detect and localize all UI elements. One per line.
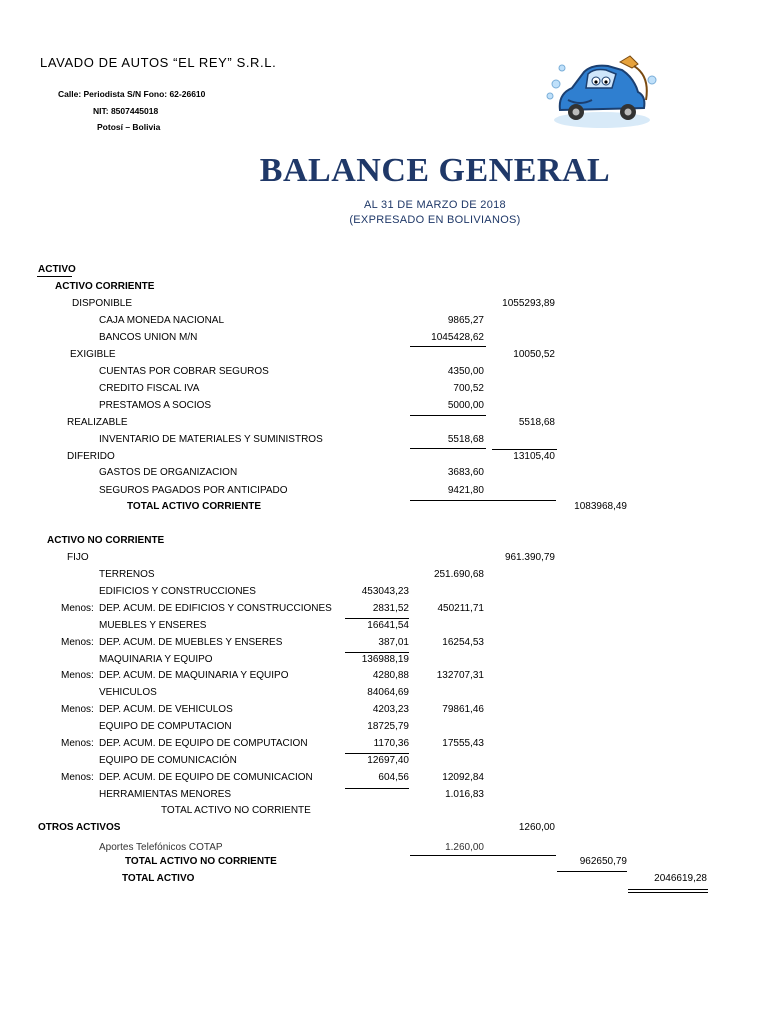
- row-amount: 1045428,62: [431, 332, 484, 343]
- row-label: DEP. ACUM. DE EQUIPO DE COMUNICACION: [99, 772, 313, 783]
- row-amount: 387,01: [378, 637, 409, 648]
- row-amount: 2046619,28: [654, 873, 707, 884]
- row-label: DISPONIBLE: [72, 298, 133, 309]
- row-amount: 5518,68: [518, 417, 555, 428]
- row-amount: 3683,60: [447, 467, 484, 478]
- row-amount: 13105,40: [513, 451, 555, 462]
- row-amount: 5000,00: [447, 400, 484, 411]
- row-prefix: Menos:: [61, 704, 94, 715]
- row-label: OTROS ACTIVOS: [38, 822, 121, 833]
- row-amount: 12092,84: [442, 772, 484, 783]
- row-label: SEGUROS PAGADOS POR ANTICIPADO: [99, 485, 288, 496]
- rule-line: [557, 871, 627, 872]
- row-label: TOTAL ACTIVO NO CORRIENTE: [125, 856, 277, 867]
- row-amount: 961.390,79: [504, 552, 555, 563]
- row-amount: 1170,36: [373, 738, 409, 749]
- row-label: INVENTARIO DE MATERIALES Y SUMINISTROS: [99, 434, 323, 445]
- row-label: CREDITO FISCAL IVA: [99, 383, 200, 394]
- row-amount: 1083968,49: [574, 501, 627, 512]
- row-label: DEP. ACUM. DE MAQUINARIA Y EQUIPO: [99, 670, 289, 681]
- row-amount: 12697,40: [367, 755, 409, 766]
- row-amount: 1055293,89: [502, 298, 555, 309]
- balance-currency: (EXPRESADO EN BOLIVIANOS): [349, 214, 521, 226]
- row-label: TOTAL ACTIVO NO CORRIENTE: [161, 805, 311, 816]
- row-amount: 132707,31: [436, 670, 484, 681]
- cartoon-car-wash-icon: [542, 54, 664, 130]
- row-amount: 4203,23: [372, 704, 409, 715]
- row-label: MUEBLES Y ENSERES: [99, 620, 207, 631]
- rule-line: [410, 415, 486, 416]
- row-amount: 4280,88: [372, 670, 409, 681]
- row-prefix: Menos:: [61, 772, 94, 783]
- row-label: TOTAL ACTIVO: [122, 873, 195, 884]
- row-amount: 136988,19: [361, 654, 409, 665]
- row-label: ACTIVO NO CORRIENTE: [47, 535, 165, 546]
- row-amount: 700,52: [453, 383, 484, 394]
- row-amount: 5518,68: [447, 434, 484, 445]
- row-amount: 450211,71: [437, 603, 484, 614]
- row-amount: 4350,00: [447, 366, 484, 377]
- row-label: HERRAMIENTAS MENORES: [99, 789, 232, 800]
- row-label: DEP. ACUM. DE EQUIPO DE COMPUTACION: [99, 738, 308, 749]
- row-amount: 453043,23: [361, 586, 409, 597]
- rule-line: [345, 652, 409, 653]
- row-label: DEP. ACUM. DE EDIFICIOS Y CONSTRUCCIONES: [99, 603, 332, 614]
- page-title: BALANCE GENERAL: [259, 152, 611, 189]
- row-amount: 251.690,68: [433, 569, 484, 580]
- row-amount: 10050,52: [513, 349, 555, 360]
- row-label: TOTAL ACTIVO CORRIENTE: [127, 501, 262, 512]
- row-amount: 16641,54: [367, 620, 409, 631]
- company-name: LAVADO DE AUTOS “EL REY” S.R.L.: [40, 55, 277, 70]
- row-amount: 9421,80: [447, 485, 484, 496]
- rule-line: [345, 753, 409, 754]
- row-amount: 962650,79: [579, 856, 627, 867]
- row-amount: 18725,79: [367, 721, 409, 732]
- row-label: DEP. ACUM. DE MUEBLES Y ENSERES: [99, 637, 283, 648]
- row-label: BANCOS UNION M/N: [99, 332, 198, 343]
- row-label: PRESTAMOS A SOCIOS: [99, 400, 212, 411]
- row-amount: 84064,69: [367, 687, 409, 698]
- rule-line: [410, 346, 486, 347]
- rule-line: [345, 788, 409, 789]
- row-prefix: Menos:: [61, 670, 94, 681]
- row-label: ACTIVO: [38, 264, 76, 275]
- row-label: Aportes Telefónicos COTAP: [99, 842, 223, 853]
- rule-line: [492, 449, 557, 450]
- activo-underline: [37, 276, 72, 277]
- company-nit: NIT: 8507445018: [93, 106, 159, 116]
- company-city: Potosí – Bolivia: [97, 122, 161, 132]
- row-amount: 1260,00: [518, 822, 555, 833]
- row-prefix: Menos:: [61, 603, 94, 614]
- row-amount: 1.016,83: [445, 789, 484, 800]
- row-prefix: Menos:: [61, 637, 94, 648]
- row-prefix: Menos:: [61, 738, 94, 749]
- row-amount: 16254,53: [442, 637, 484, 648]
- row-amount: 1.260,00: [445, 842, 484, 853]
- row-amount: 79861,46: [442, 704, 484, 715]
- row-amount: 9865,27: [447, 315, 484, 326]
- rule-line: [410, 448, 486, 449]
- rule-line: [345, 618, 409, 619]
- row-label: MAQUINARIA Y EQUIPO: [99, 654, 213, 665]
- rule-line: [410, 500, 556, 501]
- row-amount: 604,56: [378, 772, 409, 783]
- row-label: EDIFICIOS Y CONSTRUCCIONES: [99, 586, 256, 597]
- row-label: TERRENOS: [99, 569, 155, 580]
- row-amount: 2831,52: [372, 603, 409, 614]
- company-address: Calle: Periodista S/N Fono: 62-26610: [58, 89, 206, 99]
- row-label: ACTIVO CORRIENTE: [55, 281, 155, 292]
- row-label: CUENTAS POR COBRAR SEGUROS: [99, 366, 269, 377]
- row-label: CAJA MONEDA NACIONAL: [99, 315, 225, 326]
- balance-date: AL 31 DE MARZO DE 2018: [364, 199, 506, 211]
- total-double-rule: [628, 889, 708, 890]
- row-label: REALIZABLE: [67, 417, 128, 428]
- row-label: GASTOS DE ORGANIZACION: [99, 467, 238, 478]
- rule-line: [410, 855, 556, 856]
- row-label: EQUIPO DE COMUNICACIÓN: [99, 755, 237, 766]
- row-label: VEHICULOS: [99, 687, 157, 698]
- total-double-rule: [628, 892, 708, 893]
- row-label: DEP. ACUM. DE VEHICULOS: [99, 704, 233, 715]
- row-amount: 17555,43: [442, 738, 484, 749]
- row-label: EQUIPO DE COMPUTACION: [99, 721, 232, 732]
- row-label: EXIGIBLE: [70, 349, 116, 360]
- row-label: DIFERIDO: [67, 451, 115, 462]
- row-label: FIJO: [67, 552, 89, 563]
